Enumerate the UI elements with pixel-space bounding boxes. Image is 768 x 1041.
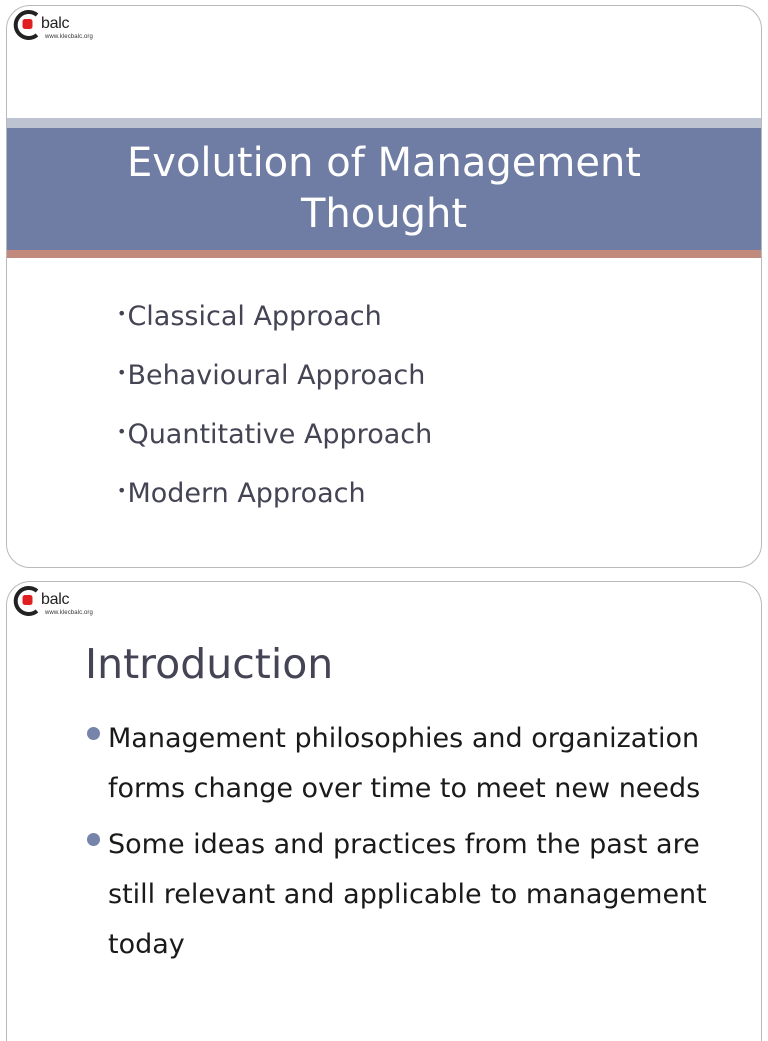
list-item-text: Management philosophies and organization forms change over time to meet new needs xyxy=(108,723,701,804)
band-main xyxy=(7,128,761,250)
bullet-icon: • xyxy=(117,363,127,382)
bullet-icon: • xyxy=(117,304,127,323)
logo-c-mark-icon xyxy=(13,8,43,42)
list-item xyxy=(117,404,432,463)
logo-c-mark-icon xyxy=(13,584,43,618)
bullet-dot-icon xyxy=(87,727,100,740)
logo-url: www.klecbalc.org xyxy=(45,610,93,616)
title-band xyxy=(7,118,761,258)
bullet-dot-icon xyxy=(87,833,100,846)
list-item xyxy=(85,714,745,814)
intro-bullet-list xyxy=(85,714,745,976)
slide-introduction xyxy=(6,581,762,1041)
list-item-label: Classical Approach xyxy=(127,301,382,332)
slide-title: Evolution of Management Thought xyxy=(127,140,641,237)
list-item-label: Modern Approach xyxy=(127,478,366,509)
logo-word: balc xyxy=(41,15,70,32)
logo-url: www.klecbalc.org xyxy=(45,34,93,40)
band-top-stripe xyxy=(7,118,761,128)
slide-title: Introduction xyxy=(85,640,334,688)
balc-logo xyxy=(13,8,113,46)
logo-word: balc xyxy=(41,591,70,608)
list-item xyxy=(117,345,432,404)
list-item xyxy=(117,463,432,522)
list-item-text: Some ideas and practices from the past are still relevant and applicable to management today xyxy=(108,829,707,960)
band-bottom-stripe xyxy=(7,250,761,258)
bullet-icon: • xyxy=(117,422,127,441)
slide-evolution xyxy=(6,5,762,568)
approach-list xyxy=(117,286,432,522)
list-item xyxy=(117,286,432,345)
list-item-label: Behavioural Approach xyxy=(127,360,426,391)
balc-logo xyxy=(13,584,113,622)
bullet-icon: • xyxy=(117,481,127,500)
list-item-label: Quantitative Approach xyxy=(127,419,433,450)
list-item xyxy=(85,820,745,970)
